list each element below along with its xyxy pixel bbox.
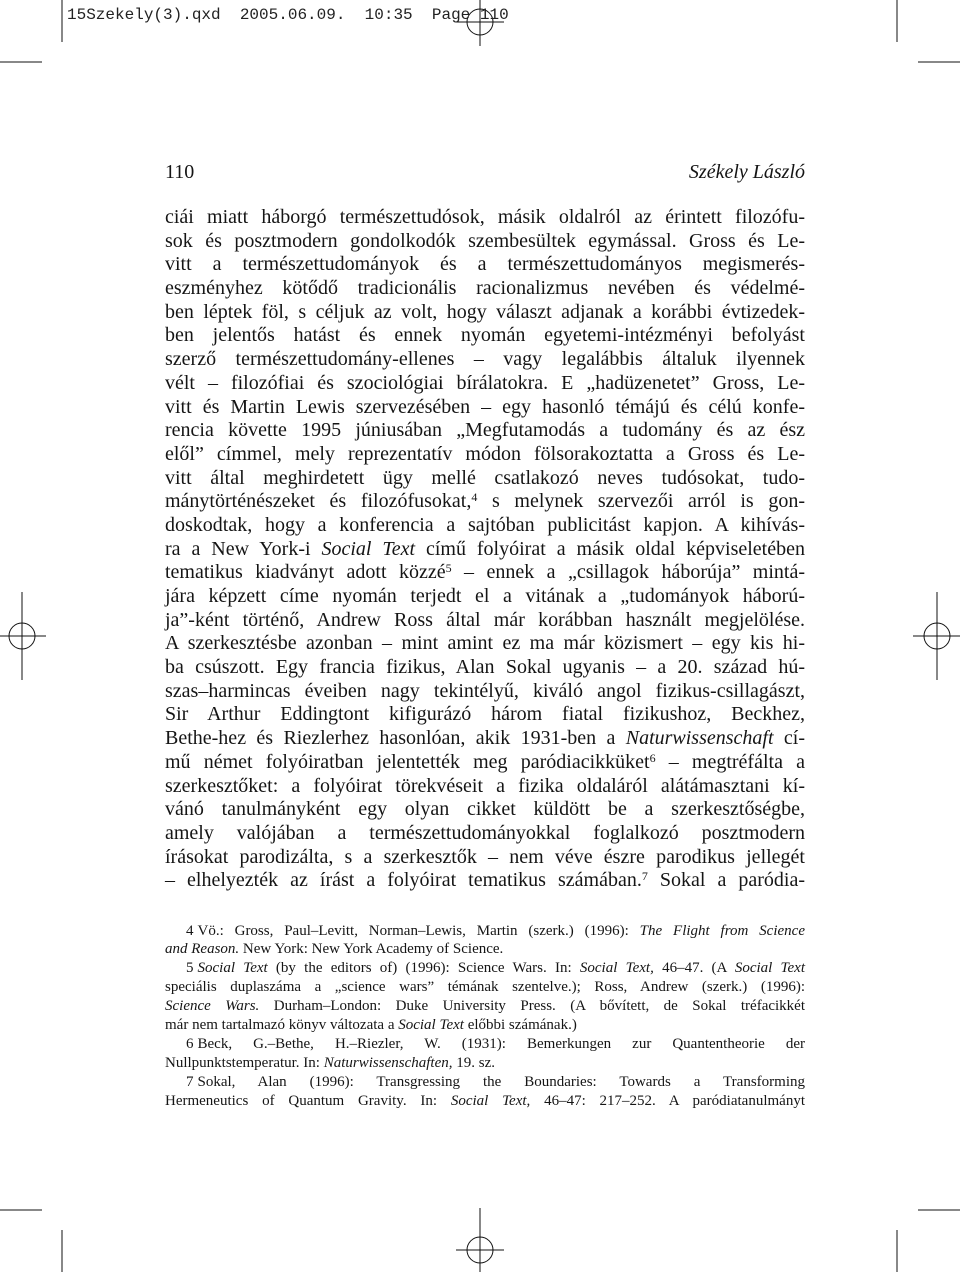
body-line: ba csúszott. Egy francia fizikus, Alan Sokal ugyanis – a 20. század hú- bbox=[165, 656, 805, 679]
journal-title-italic: Social Text bbox=[734, 960, 805, 977]
body-line: A szerkesztésbe azonban – mint amint ez ma már közismert – egy kis hi- bbox=[165, 632, 805, 655]
journal-title-italic: Naturwissenschaft bbox=[625, 727, 774, 750]
footnote-line bbox=[165, 978, 805, 997]
footnote bbox=[165, 1073, 805, 1111]
running-head-author: Székely László bbox=[688, 161, 805, 183]
body-line: vánó tanulmányként egy olyan cikket küldött be a szerkesztőségbe, bbox=[165, 798, 805, 821]
footnote-line bbox=[165, 1035, 805, 1054]
text-segment: Durham–London: Duke University Press. (A bővített, de Sokal tréfacikkét bbox=[259, 998, 806, 1015]
text-segment: 46–47. (A bbox=[653, 960, 735, 977]
journal-title-italic: Social Text bbox=[197, 960, 268, 977]
footnote-reference: 4 bbox=[471, 490, 478, 505]
footnotes bbox=[165, 922, 805, 1111]
body-line bbox=[165, 561, 805, 585]
body-line: doskodtak, hogy a konferencia a sajtóban publicitást kapjon. A kihívás- bbox=[165, 513, 805, 536]
body-line: ciái miatt háborgó természettudósok, másik oldalról az érintett filozófu- bbox=[165, 206, 805, 228]
body-line: szerkesztőket: a folyóirat törekvéseit a fizika oldaláról alátámasztani kí- bbox=[165, 774, 805, 797]
body-line: Sir Arthur Eddingtont kifigurázó három fiatal fizikushoz, Beckhez, bbox=[165, 703, 805, 726]
crop-mark-bottom-left bbox=[0, 1210, 62, 1272]
text-segment: című folyóirat a másik oldal képviseletében bbox=[415, 537, 805, 560]
registration-mark-left bbox=[0, 592, 46, 680]
body-line: eszményhez kötődő tradicionális racionalizmus nevében és védelmé- bbox=[165, 277, 805, 300]
footnote-line bbox=[165, 940, 805, 959]
text-segment: mánytörténészeket és filozófusokat, bbox=[165, 490, 472, 513]
text-segment: ra a New York-i bbox=[165, 537, 322, 560]
footnote-line bbox=[165, 997, 805, 1016]
body-line bbox=[165, 751, 805, 775]
journal-title-italic: Social Text, bbox=[450, 1092, 531, 1109]
body-line: szerző természettudomány-ellenes – vagy legalábbis általuk ilyennek bbox=[165, 348, 805, 371]
print-slug: 15Szekely(3).qxd 2005.06.09. 10:35 Page 110 bbox=[67, 6, 509, 24]
body-line: ben jelentős hatást és ennek nyomán egyetemi-intézményi befolyást bbox=[165, 324, 805, 347]
text-segment: tematikus kiadványt adott közzé bbox=[165, 561, 446, 584]
body-line: írásokat parodizálta, s a szerkesztők – nem véve észre parodikus jellegét bbox=[165, 845, 805, 868]
text-segment: cí- bbox=[773, 727, 805, 750]
book-title-italic: and Reason. bbox=[165, 941, 240, 958]
page-number: 110 bbox=[165, 161, 195, 183]
body-line: sok és posztmodern gondolkodók szembesültek egymással. Gross és Le- bbox=[165, 229, 805, 252]
journal-title-italic: Social Text bbox=[398, 1016, 464, 1033]
crop-mark-top-left bbox=[0, 0, 62, 62]
footnote-line bbox=[165, 1054, 805, 1073]
footnote-number: 6 bbox=[186, 1035, 194, 1052]
footnote-line bbox=[165, 959, 805, 978]
text-segment: Nullpunktstemperatur. In: bbox=[165, 1054, 324, 1071]
text-segment: Sokal a paródia- bbox=[647, 869, 805, 892]
text-segment: 19. sz. bbox=[452, 1054, 495, 1071]
text-segment: Sokal, Alan (1996): Transgressing the Boundaries: Towards a Transforming bbox=[197, 1073, 805, 1090]
body-text bbox=[165, 206, 805, 893]
body-line bbox=[165, 490, 805, 514]
text-segment: speciális duplaszáma a „science wars” témának szentelve.); Ross, Andrew (szerk.) (1996): bbox=[165, 979, 805, 996]
crop-mark-top-right bbox=[897, 0, 960, 62]
body-line: amely valójában a természettudományokkal foglalkozó posztmodern bbox=[165, 821, 805, 844]
footnote-number: 4 bbox=[186, 922, 194, 939]
text-segment: már nem tartalmazó könyv változata a bbox=[165, 1016, 399, 1033]
text-segment: Hermeneutics of Quantum Gravity. In: bbox=[165, 1092, 451, 1109]
footnote-line bbox=[165, 1092, 805, 1111]
footnote-line bbox=[165, 1073, 805, 1092]
body-line: vitt és Martin Lewis szervezésében – egy hasonló témájú és célú konfe- bbox=[165, 395, 805, 418]
journal-title-italic: Social Text bbox=[321, 537, 416, 560]
running-header bbox=[165, 160, 805, 184]
body-line: vitt a természettudományok és a természettudományos megismerés- bbox=[165, 253, 805, 276]
footnote-reference: 5 bbox=[445, 561, 452, 576]
footnote bbox=[165, 959, 805, 1035]
footnote-number: 5 bbox=[186, 960, 194, 977]
body-line: rencia követte 1995 júniusában „Megfutamodás a tudomány és az ész bbox=[165, 419, 805, 442]
text-segment: New York: New York Academy of Science. bbox=[239, 941, 504, 958]
text-segment: – megtréfálta a bbox=[655, 750, 805, 773]
footnote-line bbox=[165, 922, 805, 941]
footnote-line bbox=[165, 1016, 805, 1035]
body-line: ja”-ként történő, Andrew Ross által már korábban használt megjelölése. bbox=[165, 608, 805, 631]
body-line bbox=[165, 869, 805, 893]
text-segment: 46–47: 217–252. A paródiatanulmányt bbox=[530, 1092, 805, 1109]
text-segment: Vö.: Gross, Paul–Levitt, Norman–Lewis, Martin (szerk.) (1996): bbox=[197, 922, 640, 939]
footnote bbox=[165, 1035, 805, 1073]
body-line bbox=[165, 538, 805, 562]
journal-title-italic: Naturwissenschaften, bbox=[323, 1054, 453, 1071]
body-line: jára képzett címe nyomán terjedt el a vitának a „tudományok háború- bbox=[165, 585, 805, 607]
book-title-italic: Science Wars. bbox=[165, 998, 260, 1015]
registration-mark-right bbox=[913, 592, 960, 680]
footnote-reference: 6 bbox=[649, 750, 656, 765]
text-segment: – elhelyezték az írást a folyóirat tematikus számában. bbox=[165, 869, 642, 892]
footnote-number: 7 bbox=[186, 1073, 194, 1090]
body-line: szas–harmincas éveiben nagy tekintélyű, kiváló angol fizikus-csillagászt, bbox=[165, 679, 805, 702]
book-title-italic: The Flight from Science bbox=[639, 922, 805, 939]
text-segment: Bethe-hez és Riezlerhez hasonlóan, akik 1931-ben a bbox=[165, 727, 626, 750]
body-line bbox=[165, 727, 805, 751]
text-segment: előbbi számának.) bbox=[463, 1016, 577, 1033]
text-segment: s melynek szervezői arról is gon- bbox=[477, 490, 805, 513]
body-line: ben léptek föl, s céljuk az volt, hogy választ adjanak a korábbi évtizedek- bbox=[165, 300, 805, 323]
body-line: elől” címmel, mely reprezentatív módon fölsorakoztatta a Gross és Le- bbox=[165, 442, 805, 465]
registration-mark-bottom bbox=[456, 1208, 504, 1272]
footnote bbox=[165, 922, 805, 960]
footnote-reference: 7 bbox=[641, 869, 648, 884]
crop-mark-bottom-right bbox=[897, 1210, 960, 1272]
text-segment: – ennek a „csillagok háborúja” mintá- bbox=[451, 561, 805, 584]
text-segment: mű német folyóiratban jelentették meg paródiacikküket bbox=[165, 750, 650, 773]
text-segment: (by the editors of) (1996): Science Wars. In: bbox=[267, 960, 580, 977]
text-segment: Beck, G.–Bethe, H.–Riezler, W. (1931): Bemerkungen zur Quantentheorie der bbox=[197, 1035, 805, 1052]
body-line: vitt által meghirdetett ügy mellé csatlakozó neves tudósokat, tudo- bbox=[165, 466, 805, 489]
journal-title-italic: Social Text, bbox=[579, 960, 654, 977]
body-line: vélt – filozófiai és szociológiai bírálatokra. E „hadüzenetet” Gross, Le- bbox=[165, 371, 805, 394]
